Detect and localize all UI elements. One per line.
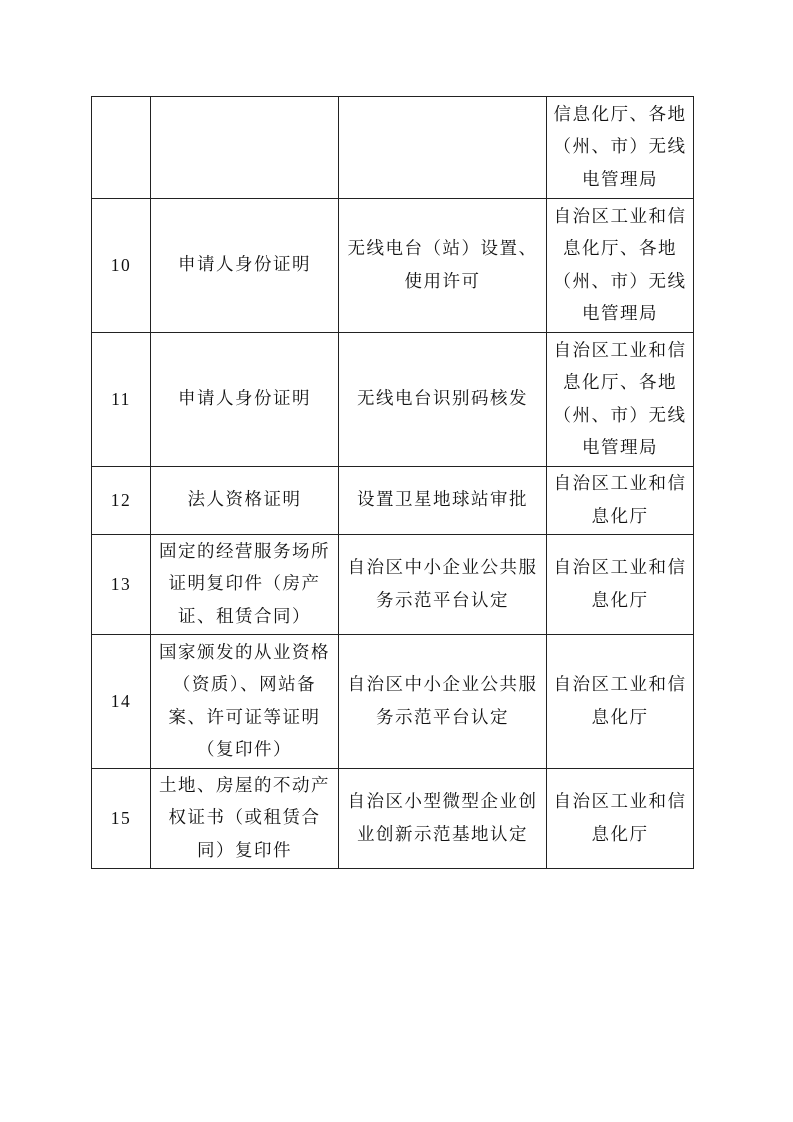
approval-item: 设置卫星地球站审批 (339, 467, 547, 535)
table-row (92, 199, 694, 333)
row-number: 13 (92, 535, 151, 635)
responsible-department: 自治区工业和信息化厅 (547, 467, 694, 535)
table-row (92, 635, 694, 769)
row-number: 15 (92, 769, 151, 869)
row-number: 14 (92, 635, 151, 769)
approval-item: 自治区中小企业公共服务示范平台认定 (339, 635, 547, 769)
approval-item: 无线电台识别码核发 (339, 333, 547, 467)
approval-item: 自治区中小企业公共服务示范平台认定 (339, 535, 547, 635)
approval-item: 自治区小型微型企业创业创新示范基地认定 (339, 769, 547, 869)
responsible-department: 自治区工业和信息化厅、各地（州、市）无线电管理局 (547, 199, 694, 333)
responsible-department: 自治区工业和信息化厅 (547, 635, 694, 769)
responsible-department: 自治区工业和信息化厅 (547, 535, 694, 635)
responsible-department: 自治区工业和信息化厅 (547, 769, 694, 869)
materials-table (91, 96, 694, 869)
approval-item: 无线电台（站）设置、使用许可 (339, 199, 547, 333)
responsible-department: 自治区工业和信息化厅、各地（州、市）无线电管理局 (547, 333, 694, 467)
table-row (92, 97, 694, 199)
row-number: 12 (92, 467, 151, 535)
row-number (92, 97, 151, 199)
row-number: 10 (92, 199, 151, 333)
required-material (151, 97, 339, 199)
responsible-department: 信息化厅、各地（州、市）无线电管理局 (547, 97, 694, 199)
row-number: 11 (92, 333, 151, 467)
table-row (92, 535, 694, 635)
required-material: 固定的经营服务场所证明复印件（房产证、租赁合同） (151, 535, 339, 635)
approval-item (339, 97, 547, 199)
table-row (92, 467, 694, 535)
required-material: 国家颁发的从业资格（资质）、网站备案、许可证等证明（复印件） (151, 635, 339, 769)
required-material: 申请人身份证明 (151, 333, 339, 467)
table-row (92, 333, 694, 467)
required-material: 法人资格证明 (151, 467, 339, 535)
required-material: 申请人身份证明 (151, 199, 339, 333)
required-material: 土地、房屋的不动产权证书（或租赁合同）复印件 (151, 769, 339, 869)
table-row (92, 769, 694, 869)
